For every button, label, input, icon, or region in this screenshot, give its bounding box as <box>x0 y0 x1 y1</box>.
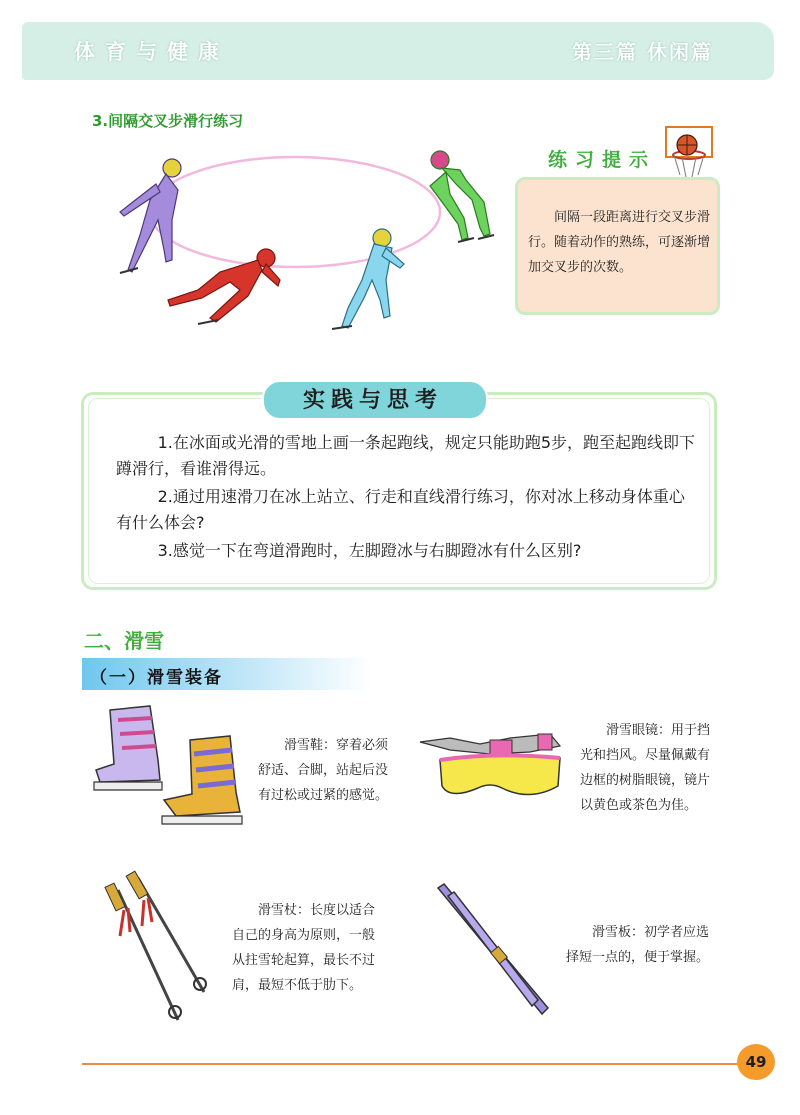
skis-illustration <box>430 880 555 1020</box>
practice-item-2: 2.通过用速滑刀在冰上站立、行走和直线滑行练习，你对冰上移动身体重心有什么体会? <box>116 487 685 532</box>
practice-title: 实践与思考 <box>302 388 443 413</box>
chapter-title: 第三篇 休闲篇 <box>572 40 713 64</box>
book-title: 体育与健康 <box>74 40 229 64</box>
goggles-description: 滑雪眼镜：用于挡光和挡风。尽量佩戴有边框的树脂眼镜，镜片以黄色或茶色为佳。 <box>580 723 711 813</box>
cyan-skater-figure <box>332 229 404 329</box>
practice-item-1: 1.在冰面或光滑的雪地上画一条起跑线，规定只能助跑5步，跑至起跑线即下蹲滑行，看谁滑得远。 <box>116 433 696 478</box>
footer-line <box>82 1063 742 1065</box>
poles-description: 滑雪杖：长度以适合自己的身高为原则，一般从拄雪轮起算，最长不过肩，最短不低于肋下。 <box>232 903 376 993</box>
basketball-hoop-icon <box>660 125 720 180</box>
tips-title: 练习提示 <box>548 149 657 171</box>
skiing-heading: 二、滑雪 <box>84 629 164 653</box>
purple-skater-figure <box>120 159 181 273</box>
tips-text: 间隔一段距离进行交叉步滑行。随着动作的熟练，可逐渐增加交叉步的次数。 <box>528 210 711 275</box>
skating-exercise-title: 3.间隔交叉步滑行练习 <box>92 112 244 130</box>
ski-poles-illustration <box>100 870 225 1030</box>
page-number: 49 <box>737 1044 775 1080</box>
ski-boots-illustration <box>90 700 250 830</box>
boots-description: 滑雪鞋：穿着必须舒适、合脚，站起后没有过松或过紧的感觉。 <box>258 738 389 803</box>
equipment-heading: （一）滑雪装备 <box>90 668 223 688</box>
ski-goggles-illustration <box>410 730 575 810</box>
practice-item-3: 3.感觉一下在弯道滑跑时，左脚蹬冰与右脚蹬冰有什么区别? <box>157 541 582 560</box>
green-skater-figure <box>430 151 494 242</box>
skis-description: 滑雪板：初学者应选择短一点的，便于掌握。 <box>566 925 710 965</box>
skaters-illustration <box>80 140 520 340</box>
